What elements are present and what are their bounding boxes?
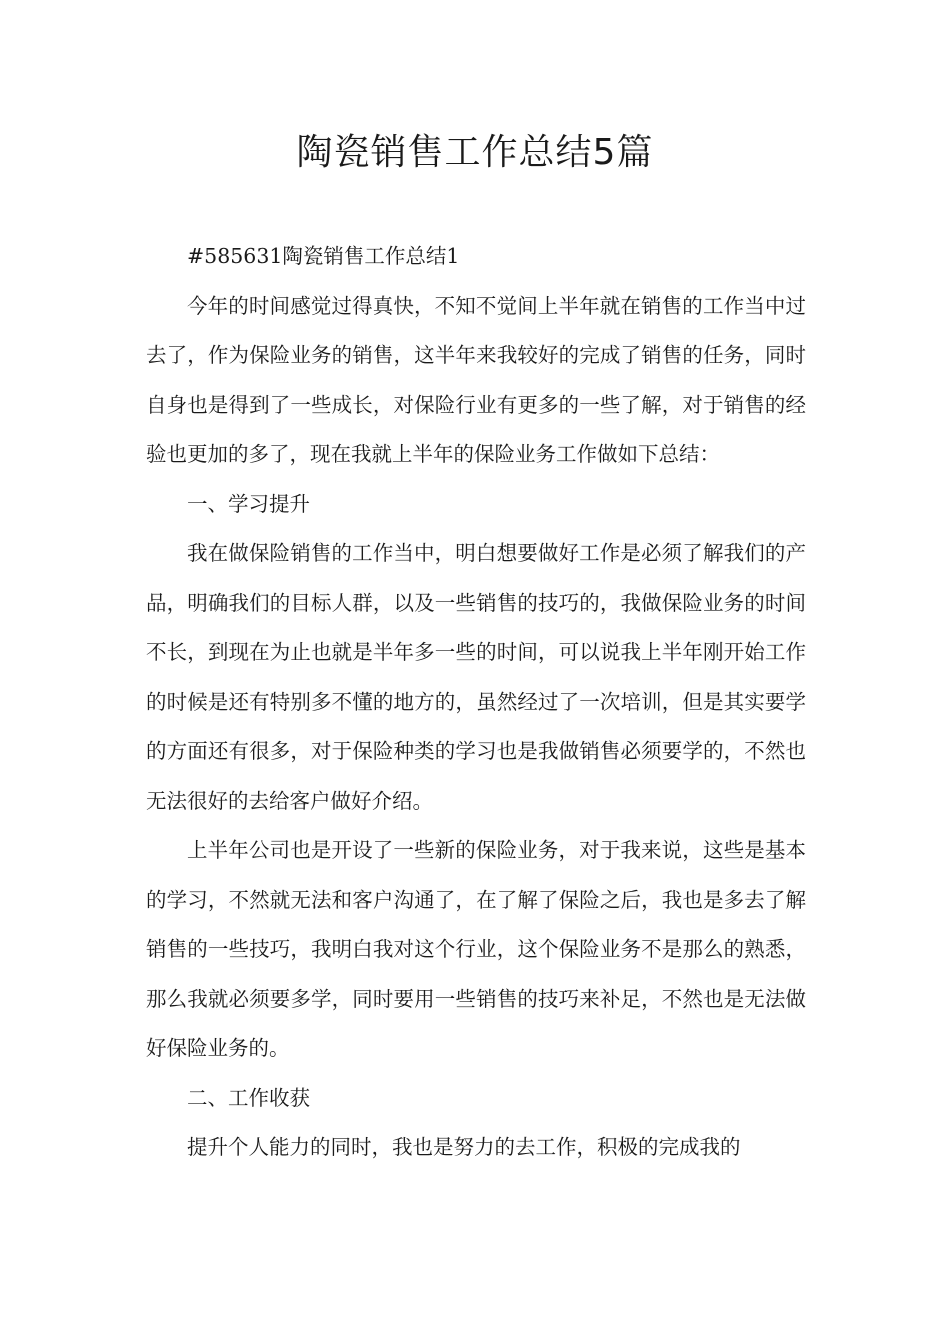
document-body [146,232,806,1173]
document-title: 陶瓷销售工作总结5篇 [296,132,654,173]
paragraph-intro: 今年的时间感觉过得真快，不知不觉间上半年就在销售的工作当中过去了，作为保险业务的销售，这半年来我较好的完成了销售的任务，同时自身也是得到了一些成长，对保险行业有更多的一些了解，对于销售的经验也更加的多了，现在我就上半年的保险业务工作做如下总结： [146,293,806,466]
paragraph-learning-1: 我在做保险销售的工作当中，明白想要做好工作是必须了解我们的产品，明确我们的目标人群，以及一些销售的技巧的，我做保险业务的时间不长，到现在为止也就是半年多一些的时间，可以说我上半年刚开始工作的时候是还有特别多不懂的地方的，虽然经过了一次培训，但是其实要学的方面还有很多，对于保险种类的学习也是我做销售必须要学的，不然也无法很好的去给客户做好介绍。 [146,541,806,813]
paragraph-reference: #585631陶瓷销售工作总结1 [187,244,460,268]
paragraph-learning-2: 上半年公司也是开设了一些新的保险业务，对于我来说，这些是基本的学习，不然就无法和客户沟通了，在了解了保险之后，我也是多去了解销售的一些技巧，我明白我对这个行业，这个保险业务不是那么的熟悉，那么我就必须要多学，同时要用一些销售的技巧来补足，不然也是无法做好保险业务的。 [146,838,806,1060]
paragraph-gains: 提升个人能力的同时，我也是努力的去工作，积极的完成我的 [187,1135,741,1159]
section-heading-learning: 一、学习提升 [187,491,310,516]
section-heading-gains: 二、工作收获 [187,1085,310,1110]
